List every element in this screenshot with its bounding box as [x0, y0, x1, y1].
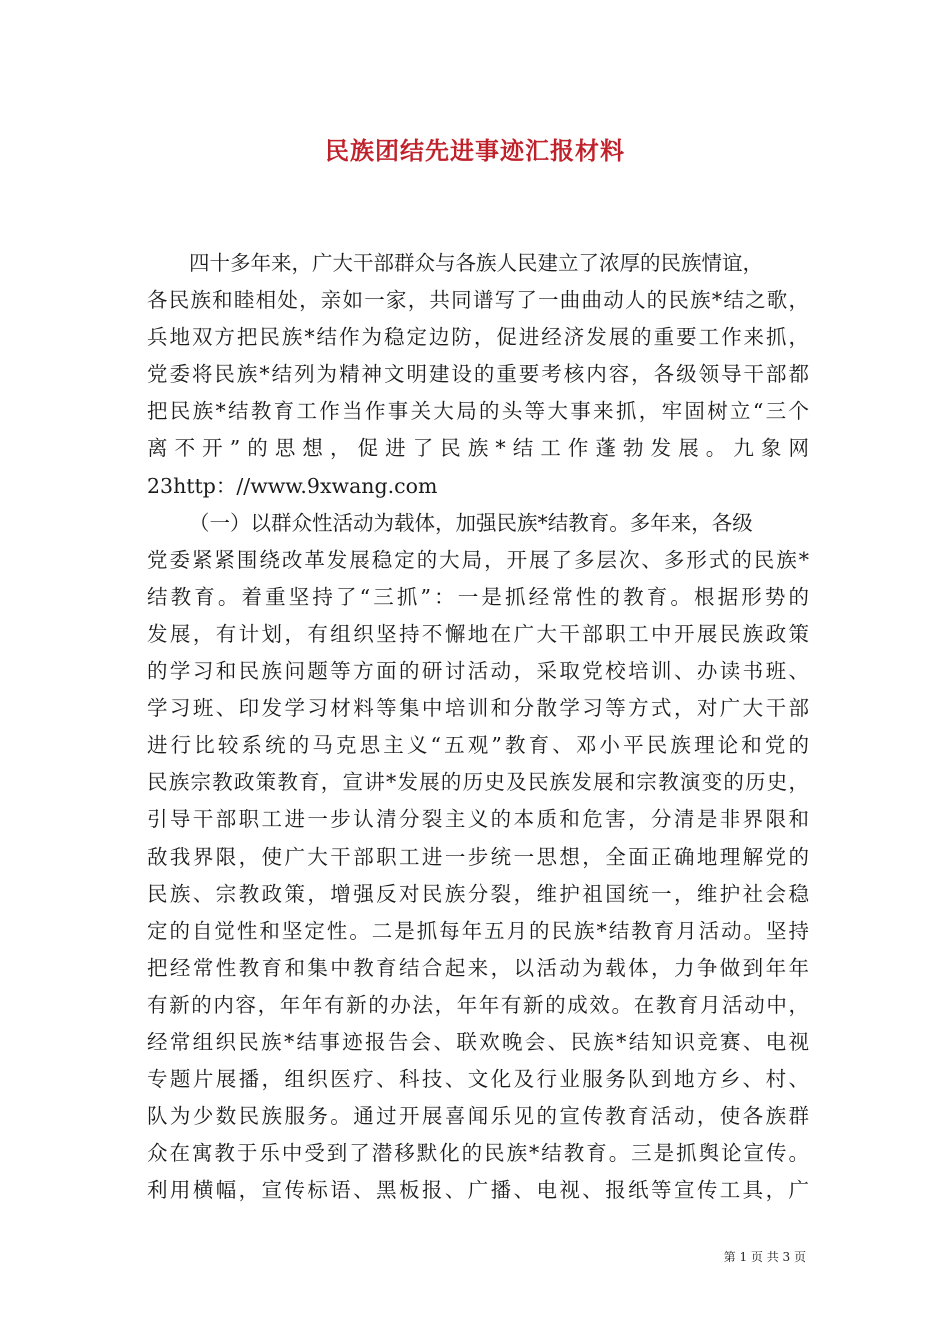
paragraph-line: 23http：//www.9xwang.com — [147, 473, 438, 498]
paragraph-line: 把经常性教育和集中教育结合起来，以活动为载体，力争做到年年 — [147, 955, 809, 980]
paragraph-line: 四十多年来，广大干部群众与各族人民建立了浓厚的民族情谊， — [189, 251, 763, 275]
paragraph-line: 离不开”的思想，促进了民族*结工作蓬勃发展。九象网 — [147, 436, 809, 461]
paragraph-line: 的学习和民族问题等方面的研讨活动，采取党校培训、办读书班、 — [147, 659, 809, 684]
paragraph-line: 队为少数民族服务。通过开展喜闻乐见的宣传教育活动，使各族群 — [147, 1104, 809, 1129]
paragraph-line: 发展，有计划，有组织坚持不懈地在广大干部职工中开展民族政策 — [147, 621, 809, 646]
paragraph-line: 党委紧紧围绕改革发展稳定的大局，开展了多层次、多形式的民族* — [147, 547, 809, 572]
paragraph-line: 把民族*结教育工作当作事关大局的头等大事来抓，牢固树立“三个 — [147, 399, 809, 424]
paragraph-line: 民族、宗教政策，增强反对民族分裂，维护祖国统一，维护社会稳 — [147, 881, 809, 906]
paragraph-line: 进行比较系统的马克思主义“五观”教育、邓小平民族理论和党的 — [147, 733, 809, 758]
paragraph-line: 各民族和睦相处，亲如一家，共同谱写了一曲曲动人的民族*结之歌， — [147, 288, 809, 313]
paragraph-line: 结教育。着重坚持了“三抓”：一是抓经常性的教育。根据形势的 — [147, 584, 809, 609]
paragraph-line: 定的自觉性和坚定性。二是抓每年五月的民族*结教育月活动。坚持 — [147, 918, 809, 943]
paragraph-line: 敌我界限，使广大干部职工进一步统一思想，全面正确地理解党的 — [147, 844, 809, 869]
paragraph-line: 引导干部职工进一步认清分裂主义的本质和危害，分清是非界限和 — [147, 807, 809, 832]
paragraph-line: 党委将民族*结列为精神文明建设的重要考核内容，各级领导干部都 — [147, 362, 809, 387]
document-body — [147, 245, 809, 1209]
paragraph-line: 学习班、印发学习材料等集中培训和分散学习等方式，对广大干部 — [147, 696, 809, 721]
paragraph-line: 众在寓教于乐中受到了潜移默化的民族*结教育。三是抓舆论宣传。 — [147, 1141, 809, 1166]
paragraph-line: 经常组织民族*结事迹报告会、联欢晚会、民族*结知识竞赛、电视 — [147, 1029, 809, 1054]
paragraph-line: 民族宗教政策教育，宣讲*发展的历史及民族发展和宗教演变的历史， — [147, 770, 809, 795]
paragraph-line: 兵地双方把民族*结作为稳定边防，促进经济发展的重要工作来抓， — [147, 325, 809, 350]
paragraph-line: 专题片展播，组织医疗、科技、文化及行业服务队到地方乡、村、 — [147, 1067, 809, 1092]
paragraph-line: （一）以群众性活动为载体，加强民族*结教育。多年来，各级 — [189, 510, 753, 535]
page-number: 第 1 页 共 3 页 — [723, 1250, 806, 1264]
paragraph-line: 有新的内容，年年有新的办法，年年有新的成效。在教育月活动中， — [147, 992, 809, 1017]
paragraph-line: 利用横幅，宣传标语、黑板报、广播、电视、报纸等宣传工具，广 — [147, 1178, 809, 1203]
document-title: 民族团结先进事迹汇报材料 — [325, 136, 625, 165]
